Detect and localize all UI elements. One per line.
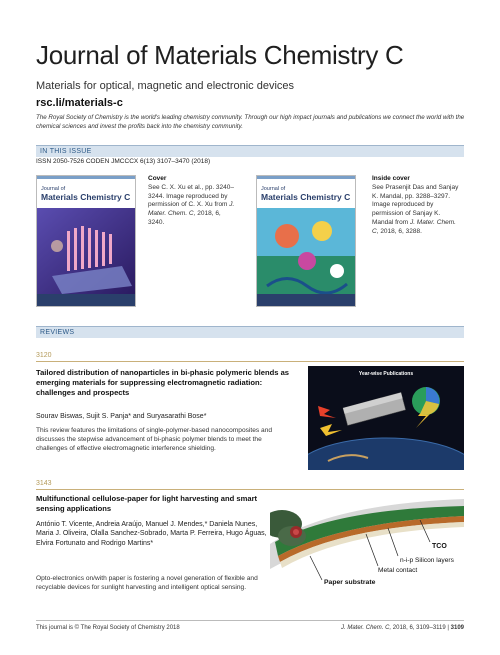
inside-cover-caption-journal: J. Mater. Chem. C, xyxy=(372,218,456,235)
article-abstract: Opto-electronics on/with paper is fostering a novel generation of flexible and recyclable devices for sunlight harvesting and intelligent optical sensing. xyxy=(36,575,258,591)
article-divider xyxy=(36,489,464,490)
article-1-artwork xyxy=(308,366,464,470)
inside-cover-image[interactable] xyxy=(256,175,356,307)
article-authors: Sourav Biswas, Sujit S. Panja* and Suryasarathi Bose* xyxy=(36,413,207,420)
label-silicon: n-i-p Silicon layers xyxy=(400,557,454,564)
article-authors: António T. Vicente, Andreia Araújo, Manuel J. Mendes,* Daniela Nunes, Maria J. Oliveira, Olalla Sanchez-Sobrado, Marta P. Ferreira, Hugo Águas, Elvira Fortunato and Rodrigo Martins* xyxy=(36,521,267,547)
cover-image[interactable] xyxy=(36,175,136,307)
cover-caption-title: Cover xyxy=(148,175,167,182)
inside-cover-artwork xyxy=(257,176,356,307)
cover-caption-journal: J. Mater. Chem. C, xyxy=(148,201,235,218)
cover-caption-text: See C. X. Xu et al., pp. 3240–3244. Image reproduced by permission of C. X. Xu from xyxy=(148,183,235,209)
cover-artwork xyxy=(37,176,136,307)
cover-caption-2 xyxy=(372,175,462,236)
label-paper: Paper substrate xyxy=(324,579,376,586)
in-this-issue-label: IN THIS ISSUE xyxy=(40,148,92,155)
graphic-label: Year-wise Publications xyxy=(358,371,414,377)
footer-copyright: This journal is © The Royal Society of Chemistry 2018 xyxy=(36,625,180,631)
footer-citation xyxy=(341,625,464,631)
in-this-issue-bar xyxy=(36,145,464,157)
journal-url[interactable]: rsc.li/materials-c xyxy=(36,97,123,109)
inside-cover-journal-line2: Materials Chemistry C xyxy=(261,192,351,202)
inside-cover-caption-title: Inside cover xyxy=(372,175,410,182)
article-abstract: This review features the limitations of single-polymer-based nanocomposites and discusses the stepwise advancement of bi-phasic polymer blends to meet the challenges of effective electromagnetic interference shielding. xyxy=(36,427,273,452)
label-tco: TCO xyxy=(432,543,447,550)
article-page-number: 3143 xyxy=(36,480,52,487)
issue-meta: ISSN 2050-7526 CODEN JMCCCX 6(13) 3107–3470 (2018) xyxy=(36,158,211,165)
reviews-label: REVIEWS xyxy=(40,329,75,336)
cover-caption-1 xyxy=(148,175,238,228)
journal-title: Journal of Materials Chemistry C xyxy=(36,40,404,70)
inside-cover-caption-text: See Prasenjit Das and Sanjay K. Mandal, pp. 3288–3297. Image reproduced by permission of Sanjay K. Mandal from xyxy=(372,183,459,226)
journal-subtitle: Materials for optical, magnetic and electronic devices xyxy=(36,80,295,92)
footer-page-number: 3109 xyxy=(450,625,464,631)
footer-citation-text: 2018, 6, 3109–3119 xyxy=(392,625,446,631)
article-title[interactable]: Multifunctional cellulose-paper for light harvesting and smart sensing applications xyxy=(36,494,258,513)
article-divider xyxy=(36,361,464,362)
cover-caption-ref: 2018, 6, 3240. xyxy=(148,210,221,226)
article-2-graphic xyxy=(270,494,464,590)
cover-journal-line1: Journal of xyxy=(41,186,66,192)
reviews-bar xyxy=(36,326,464,338)
article-page-number: 3120 xyxy=(36,352,52,359)
article-2-artwork xyxy=(270,494,464,590)
article-1-graphic xyxy=(308,366,464,470)
footer-journal: J. Mater. Chem. C, xyxy=(340,625,392,631)
cover-journal-line2: Materials Chemistry C xyxy=(41,192,131,202)
rsc-blurb: The Royal Society of Chemistry is the world's leading chemistry community. Through our high impact journals and publications we connect the world with the chemical sciences and invest the profits back into the chemistry community. xyxy=(36,114,465,130)
footer-divider xyxy=(36,620,464,621)
label-metal: Metal contact xyxy=(378,567,418,574)
inside-cover-journal-line1: Journal of xyxy=(261,186,286,192)
footer-separator: | xyxy=(447,625,449,631)
article-title[interactable]: Tailored distribution of nanoparticles in bi-phasic polymeric blends as emerging materials for suppressing electromagnetic radiation: challenges and prospects xyxy=(36,368,290,397)
inside-cover-caption-ref: 2018, 6, 3288. xyxy=(380,227,422,235)
